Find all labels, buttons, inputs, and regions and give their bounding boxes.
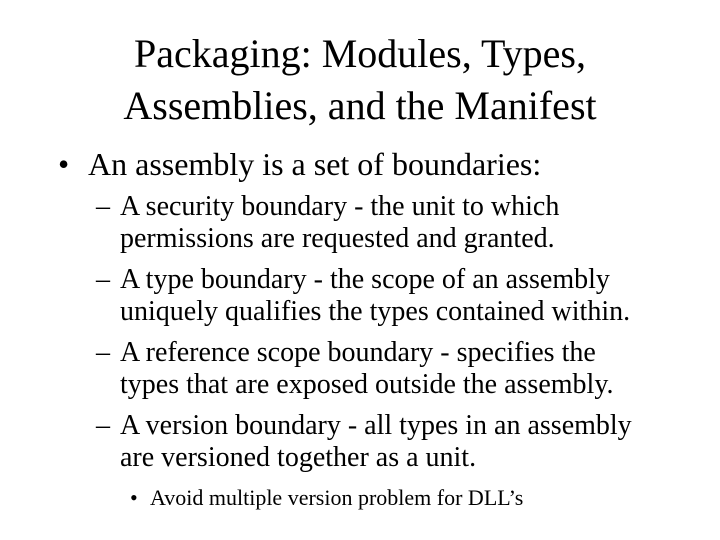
sub-bullet-line-1: A reference scope boundary - specifies the: [120, 337, 596, 368]
bullet-item: [58, 146, 541, 182]
sub-bullet-line-1: A type boundary - the scope of an assembly: [120, 264, 610, 295]
sub-sub-bullet-text: Avoid multiple version problem for DLL’s: [150, 485, 524, 510]
bullet-marker: •: [58, 146, 70, 182]
dash-marker: –: [96, 410, 110, 441]
bullet-text: An assembly is a set of boundaries:: [88, 146, 542, 182]
sub-bullet-line-1: A security boundary - the unit to which: [120, 191, 560, 222]
title-line-1: Packaging: Modules, Types,: [134, 31, 586, 76]
dash-marker: –: [96, 191, 110, 222]
bullet-marker: •: [130, 485, 138, 510]
dash-marker: –: [96, 337, 110, 368]
sub-bullet-text: [120, 264, 630, 328]
dash-marker: –: [96, 264, 110, 295]
title-line-2: Assemblies, and the Manifest: [123, 83, 597, 128]
sub-bullet-line-1: A version boundary - all types in an assembly: [120, 410, 632, 441]
sub-bullet-text: [120, 191, 559, 255]
sub-bullet-text: [120, 337, 614, 401]
sub-bullet-text: [120, 410, 632, 474]
sub-sub-bullet: [130, 485, 523, 511]
slide-title: [0, 28, 720, 132]
sub-bullet-line-2: uniquely qualifies the types contained within.: [120, 296, 631, 327]
sub-bullet-line-2: are versioned together as a unit.: [120, 442, 477, 473]
sub-bullet-line-2: permissions are requested and granted.: [120, 223, 555, 254]
sub-bullet-line-2: types that are exposed outside the assembly.: [120, 369, 614, 400]
